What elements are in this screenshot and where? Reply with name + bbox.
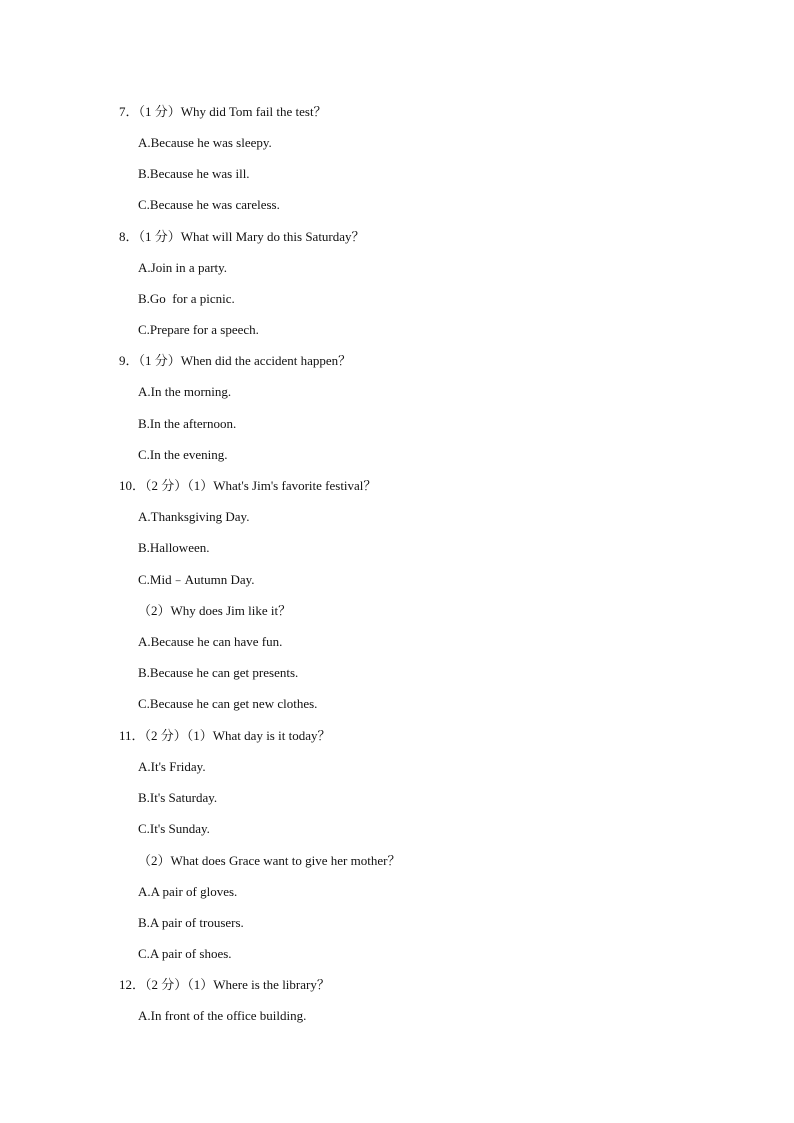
question-10-option-c: C.Mid﹣Autumn Day. xyxy=(138,572,255,587)
question-11-sub-stem: （2）What does Grace want to give her mother？ xyxy=(138,853,401,868)
question-8-stem: 8．（1 分）What will Mary do this Saturday？ xyxy=(119,229,365,244)
question-7-option-a: A.Because he was sleepy. xyxy=(138,135,272,150)
question-9-option-b: B.In the afternoon. xyxy=(138,416,237,431)
question-9-option-a: A.In the morning. xyxy=(138,384,232,399)
question-10-sub-option-c: C.Because he can get new clothes. xyxy=(138,696,318,711)
question-7-option-c: C.Because he was careless. xyxy=(138,197,280,212)
question-11-sub-option-c: C.A pair of shoes. xyxy=(138,946,232,961)
question-12-option-a: A.In front of the office building. xyxy=(138,1008,307,1023)
question-10-sub-option-b: B.Because he can get presents. xyxy=(138,665,299,680)
question-7-option-b: B.Because he was ill. xyxy=(138,166,250,181)
question-11-option-b: B.It's Saturday. xyxy=(138,790,218,805)
question-7-stem: 7．（1 分）Why did Tom fail the test？ xyxy=(119,104,327,119)
question-8-option-a: A.Join in a party. xyxy=(138,260,228,275)
question-12-stem: 12．（2 分）（1）Where is the library？ xyxy=(119,977,330,992)
question-11-option-c: C.It's Sunday. xyxy=(138,821,210,836)
question-11-sub-option-b: B.A pair of trousers. xyxy=(138,915,244,930)
question-8-option-b: B.Go for a picnic. xyxy=(138,291,235,306)
question-11-option-a: A.It's Friday. xyxy=(138,759,206,774)
question-10-stem: 10．（2 分）（1）What's Jim's favorite festival？ xyxy=(119,478,377,493)
question-11-stem: 11．（2 分）（1）What day is it today？ xyxy=(119,728,331,743)
question-11-sub-option-a: A.A pair of gloves. xyxy=(138,884,238,899)
question-8-option-c: C.Prepare for a speech. xyxy=(138,322,259,337)
question-9-stem: 9．（1 分）When did the accident happen？ xyxy=(119,353,352,368)
question-10-sub-option-a: A.Because he can have fun. xyxy=(138,634,283,649)
question-10-sub-stem: （2）Why does Jim like it？ xyxy=(138,603,292,618)
question-9-option-c: C.In the evening. xyxy=(138,447,228,462)
question-10-option-a: A.Thanksgiving Day. xyxy=(138,509,250,524)
question-10-option-b: B.Halloween. xyxy=(138,540,210,555)
